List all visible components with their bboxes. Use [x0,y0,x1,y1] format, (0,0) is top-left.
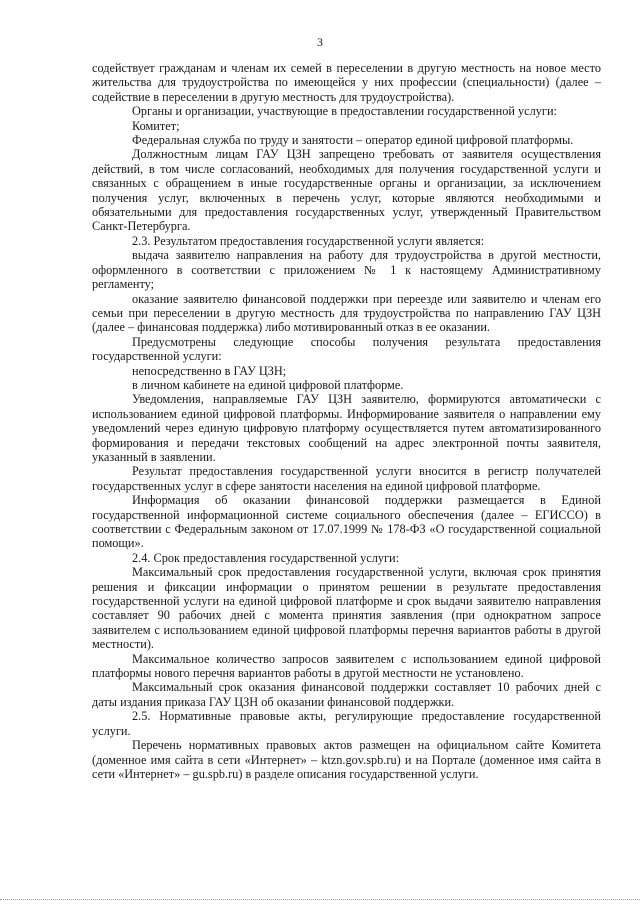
paragraph: Органы и организации, участвующие в предоставлении государственной услуги: [132,104,557,119]
paragraph: Максимальный срок предоставления государственной услуги, включая срок принятия решения и фиксации информации о принятом решении в результате предоставления государственной услуги на единой цифровой платформе и срок выдачи заявителю направления составляет 90 рабочих дней с момента принятия заявления (при однократном запросе заявителем с использованием единой цифровой платформы перечня вариантов работы в другой местности). [92,565,601,652]
paragraph: Федеральная служба по труду и занятости – оператор единой цифровой платформы. [132,133,574,148]
document-body [92,61,601,781]
paragraph: Предусмотрены следующие способы получения результата предоставления государственной услуги: [92,334,601,364]
paragraph: Максимальный срок оказания финансовой поддержки составляет 10 рабочих дней с даты издания приказа ГАУ ЦЗН об оказании финансовой поддержки. [92,680,601,709]
paragraph: оказание заявителю финансовой поддержки при переезде или заявителю и членам его семьи при переселении в другую местность для трудоустройства по направлению ГАУ ЦЗН (далее – финансовая поддержка) либо мотивированный отказ в ее оказании. [92,291,601,335]
paragraph: содействует гражданам и членам их семей в переселении в другую местность на новое место жительства для трудоустройства по имеющейся у них профессии (специальности) (далее – содействие в переселении в другую местность для трудоустройства). [92,61,601,104]
paragraph: в личном кабинете на единой цифровой платформе. [132,377,404,392]
paragraph: выдача заявителю направления на работу для трудоустройства в другой местности, оформленного в соответствии с приложением № 1 к настоящему Административному регламенту; [92,248,601,292]
section-heading-2-5: 2.5. Нормативные правовые акты, регулирующие предоставление государственной услуги. [92,709,601,738]
section-heading-2-3: 2.3. Результатом предоставления государственной услуги является: [132,233,485,248]
paragraph: Результат предоставления государственной услуги вносится в регистр получателей государственных услуг в сфере занятости населения на единой цифровой платформе. [92,464,601,493]
page-number: 3 [317,37,323,49]
paragraph: Уведомления, направляемые ГАУ ЦЗН заявителю, формируются автоматически с использованием единой цифровой платформы. Информирование заявителя о направлении ему уведомлений через единую цифровую платформу осуществляется путем автоматизированного формирования и передачи текстовых сообщений на адрес электронной почты заявителя, указанный в заявлении. [92,392,601,464]
paragraph: Максимальное количество запросов заявителем с использованием единой цифровой платформы нового перечня вариантов работы в другой местности не установлено. [92,651,601,681]
paragraph: Комитет; [132,118,180,133]
paragraph: Информация об оказании финансовой поддержки размещается в Единой государственной информационной системе социального обеспечения (далее – ЕГИССО) в соответствии с Федеральным законом от 17.07.1999 № 178-ФЗ «О государственной социальной помощи». [92,493,601,551]
paragraph: Должностным лицам ГАУ ЦЗН запрещено требовать от заявителя осуществления действий, в том числе согласований, необходимых для получения государственной услуги и связанных с обращением в иные государственные органы и организации, за исключением получения услуг, включенных в перечень услуг, которые являются необходимыми и обязательными для предоставления государственных услуг, утвержденный Правительством Санкт-Петербурга. [92,147,601,234]
paragraph: непосредственно в ГАУ ЦЗН; [132,363,287,378]
section-heading-2-4: 2.4. Срок предоставления государственной услуги: [132,550,400,565]
page-bottom-rule [0,899,640,900]
paragraph: Перечень нормативных правовых актов размещен на официальном сайте Комитета (доменное имя сайта в сети «Интернет» – ktzn.gov.spb.ru) и на Портале (доменное имя сайта в сети «Интернет» – gu.spb.ru) в разделе описания государственной услуги. [92,738,601,781]
